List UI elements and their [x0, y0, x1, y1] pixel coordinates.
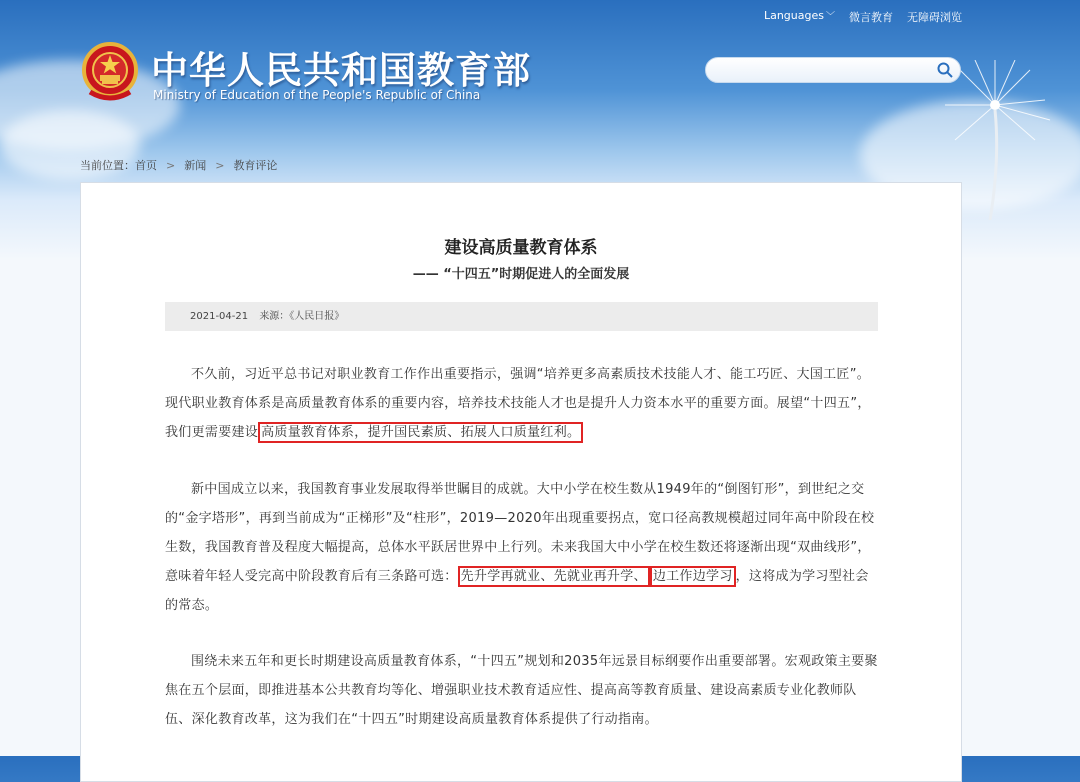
highlighted-text: 边工作边学习: [650, 566, 736, 587]
top-utility-links: [764, 9, 962, 25]
breadcrumb-news[interactable]: 新闻: [184, 159, 207, 172]
breadcrumb-home[interactable]: 首页: [135, 159, 157, 172]
chevron-right-icon: >: [166, 159, 176, 172]
languages-menu[interactable]: [764, 9, 835, 25]
article-paragraph: [165, 360, 881, 447]
chevron-down-icon: ﹀: [825, 12, 835, 22]
chevron-right-icon: >: [215, 159, 225, 172]
breadcrumb-education-commentary[interactable]: 教育评论: [233, 159, 278, 172]
article-paragraph: 围绕未来五年和更长时期建设高质量教育体系，“十四五”规划和2035年远景目标纲要作出重要部署。宏观政策主要聚焦在五个层面，即推进基本公共教育均等化、增强职业技术教育适应性、提高高等教育质量、建设高素质专业化教师队伍、深化教育改革，这为我们在“十四五”时期建设高质量教育体系提供了行动指南。: [165, 654, 878, 727]
article-source: 来源：《人民日报》: [259, 311, 345, 322]
article-card: [80, 182, 962, 782]
article-subtitle: —— “十四五”时期促进人的全面发展: [412, 267, 630, 282]
paragraph-text: ，这将成为学习型社会的常态。: [165, 569, 869, 613]
national-emblem-icon: [82, 42, 138, 104]
search-icon[interactable]: [936, 61, 954, 79]
site-subtitle: Ministry of Education of the People's Republic of China: [153, 88, 481, 102]
breadcrumb-prefix: 当前位置：: [80, 159, 135, 172]
accessibility-link[interactable]: 无障碍浏览: [907, 11, 962, 24]
article-paragraph: [165, 475, 881, 620]
site-title[interactable]: 中华人民共和国教育部: [151, 49, 531, 92]
highlighted-text: 先升学再就业、先就业再升学、: [458, 566, 650, 587]
paragraph-text: 新中国成立以来，我国教育事业发展取得举世瞩目的成就。大中小学在校生数从1949年的“倒图钉形”，到世纪之交的“金字塔形”，再到当前成为“正梯形”及“柱形”，2019—2020年出现重要拐点，宽口径高教规模超过同年高中阶段在校生数，我国教育普及程度大幅提高，总体水平跃居世界中上行列。未来我国大中小学在校生数还将逐渐出现“双曲线形”，意味着年轻人受完高中阶段教育后有三条路可选：: [165, 482, 875, 584]
article-title: 建设高质量教育体系: [444, 238, 598, 258]
article-meta: [165, 302, 878, 331]
search-input[interactable]: [705, 57, 961, 83]
weibo-link[interactable]: 微言教育: [849, 11, 893, 24]
article-date: 2021-04-21: [190, 311, 249, 322]
highlighted-text: 高质量教育体系，提升国民素质、拓展人口质量红利。: [258, 422, 583, 443]
breadcrumb: [80, 157, 277, 173]
languages-label: Languages: [763, 9, 824, 22]
paragraph-text: 不久前，习近平总书记对职业教育工作作出重要指示，强调“培养更多高素质技术技能人才、能工巧匠、大国工匠”。现代职业教育体系是高质量教育体系的重要内容，培养技术技能人才也是提升人力资本水平的重要方面。展望“十四五”，我们更需要建设: [165, 367, 871, 440]
